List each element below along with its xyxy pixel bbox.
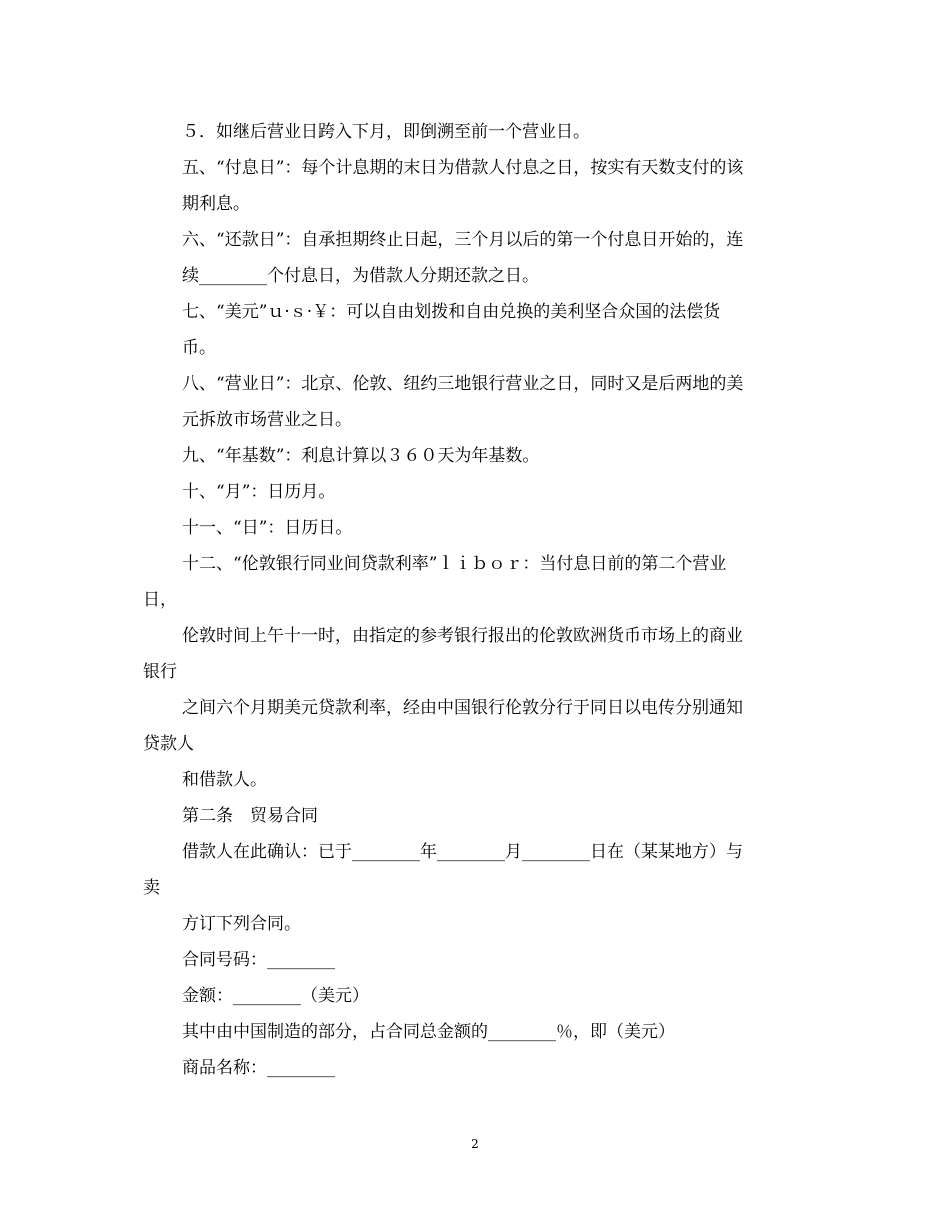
text-line: 十二、“伦敦银行同业间贷款利率”ｌｉｂｏｒ：当付息日前的第二个营业 — [182, 554, 727, 574]
text-line: 八、“营业日”：北京、伦敦、纽约三地银行营业之日，同时又是后两地的美 — [182, 374, 744, 394]
text-line: 十一、“日”：日历日。 — [182, 518, 353, 538]
page-number: 2 — [471, 1137, 479, 1151]
text-line: 金额：________（美元） — [182, 986, 369, 1006]
text-line: 借款人在此确认：已于________年________月________日在（某某地方）与 — [182, 842, 743, 862]
text-line: 卖 — [143, 878, 160, 898]
text-line: 商品名称：________ — [182, 1058, 335, 1078]
text-line: 之间六个月期美元贷款利率，经由中国银行伦敦分行于同日以电传分别通知 — [182, 698, 743, 718]
text-line: 币。 — [182, 338, 216, 358]
text-line: 九、“年基数”：利息计算以３６０天为年基数。 — [182, 446, 540, 466]
text-line: 和借款人。 — [182, 770, 267, 790]
text-line: 合同号码：________ — [182, 950, 335, 970]
text-line: 五、“付息日”：每个计息期的末日为借款人付息之日，按实有天数支付的该 — [182, 158, 744, 178]
text-line: 银行 — [143, 662, 177, 682]
text-line: 十、“月”：日历月。 — [182, 482, 336, 502]
text-line: ５．如继后营业日跨入下月，即倒溯至前一个营业日。 — [182, 122, 590, 142]
text-line: 续________个付息日，为借款人分期还款之日。 — [182, 266, 539, 286]
text-line: 方订下列合同。 — [182, 914, 301, 934]
text-line: 其中由中国制造的部分，占合同总金额的________％，即（美元） — [182, 1022, 675, 1042]
text-line: 日， — [143, 590, 177, 610]
text-line: 元拆放市场营业之日。 — [182, 410, 352, 430]
text-line: 六、“还款日”：自承担期终止日起，三个月以后的第一个付息日开始的，连 — [182, 230, 744, 250]
text-line: 贷款人 — [143, 734, 194, 754]
section-heading: 第二条 贸易合同 — [182, 806, 318, 826]
text-line: 期利息。 — [182, 194, 250, 214]
text-line: 伦敦时间上午十一时，由指定的参考银行报出的伦敦欧洲货币市场上的商业 — [182, 626, 743, 646]
text-line: 七、“美元”ｕ·ｓ·￥：可以自由划拨和自由兑换的美利坚合众国的法偿货 — [182, 302, 721, 322]
